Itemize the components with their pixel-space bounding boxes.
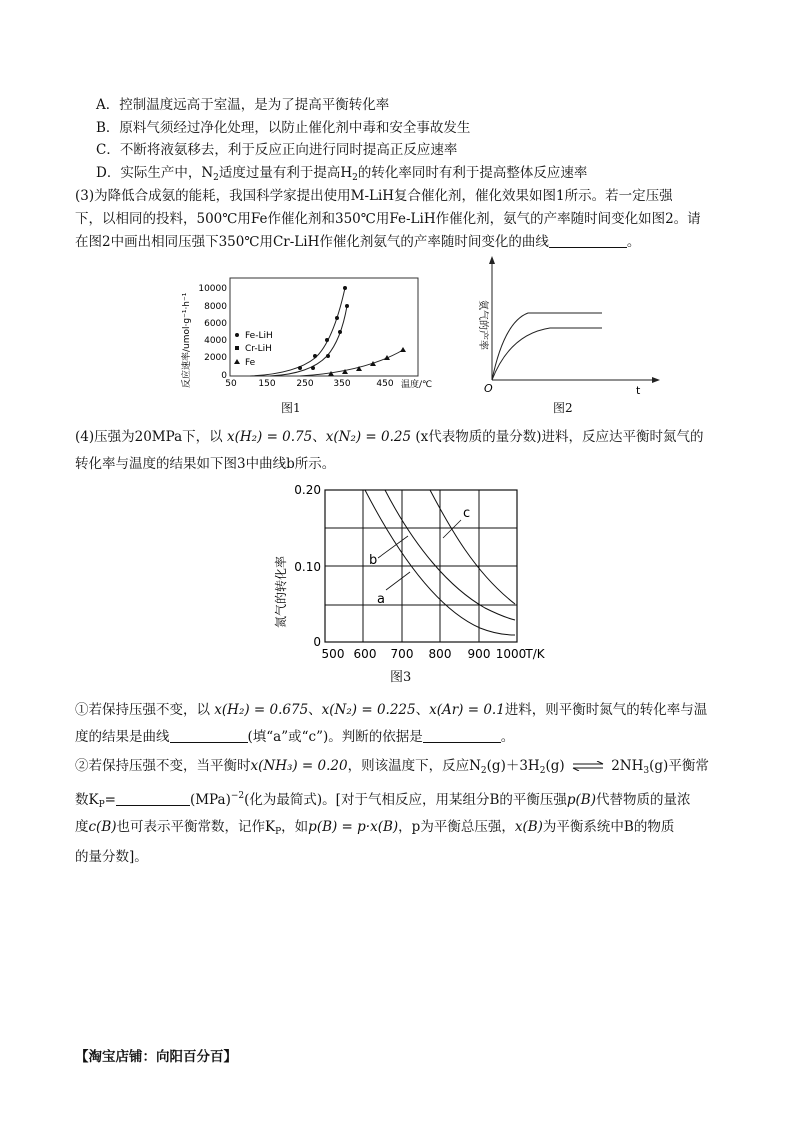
fig1-xtick: 150 <box>258 379 276 389</box>
fig3-curve-c <box>430 490 515 604</box>
fig1-xtick: 350 <box>333 379 351 389</box>
fig3-label-c: c <box>463 506 471 521</box>
q4-1-curve-blank[interactable] <box>170 728 248 743</box>
fig1-xtick: 50 <box>225 379 237 389</box>
legend-fe-lih-marker <box>235 333 239 337</box>
fig1-caption: 图1 <box>281 401 301 415</box>
fig1-point <box>343 286 347 290</box>
fig3-pointer-c <box>443 520 461 538</box>
fig1-ytick: 4000 <box>204 336 227 346</box>
legend-fe: Fe <box>245 358 256 368</box>
fig1-point <box>335 316 339 320</box>
equilibrium-arrow-icon <box>571 758 605 776</box>
q4-line2: 转化率与温度的结果如下图3中曲线b所示。 <box>75 456 336 472</box>
q4-line1: (4)压强为20MPa下，以 x(H₂) = 0.75、x(N₂) = 0.25 (x代表物质的量分数)进料，反应达平衡时氮气的 <box>75 429 704 445</box>
q3-answer-blank[interactable] <box>549 233 627 248</box>
fig1-point <box>325 338 329 342</box>
fig1-frame <box>230 278 418 376</box>
fig1-point <box>326 354 330 358</box>
q4-1-line1: ①若保持压强不变，以 x(H₂) = 0.675、x(N₂) = 0.225、x(Ar) = 0.1进料，则平衡时氮气的转化率与温 <box>75 702 708 718</box>
fig3-label-b: b <box>369 553 378 568</box>
option-b: B．原料气须经过净化处理，以防止催化剂中毒和安全事故发生 <box>96 120 471 136</box>
q4-2-kp-blank[interactable] <box>116 791 190 806</box>
figure-1-chart <box>175 270 435 395</box>
fig1-point <box>311 366 315 370</box>
fig3-label-a: a <box>377 592 385 607</box>
q4-2-line4: 的量分数]。 <box>75 849 148 865</box>
fig1-ylabel: 反应速率/umol·g⁻¹·h⁻¹ <box>182 292 192 388</box>
legend-cr-lih-marker <box>235 346 239 350</box>
fig3-caption: 图3 <box>390 670 412 685</box>
fig1-xtick: 250 <box>296 379 314 389</box>
legend-fe-lih: Fe-LiH <box>245 331 273 341</box>
fig1-curve-cr-lih <box>270 306 347 376</box>
q4-2-line3: 度c(B)也可表示平衡常数，记作$K_P$，如p(B) = p·x(B)，p为平衡总压强，x(B)为平衡系统中B的物质 <box>75 819 675 837</box>
legend-fe-marker <box>234 359 240 364</box>
fig1-xlabel: 温度/℃ <box>401 380 433 390</box>
fig2-curve-fe-lih <box>492 313 602 380</box>
fig3-ytick: 0.10 <box>294 560 321 574</box>
fig3-pointer-a <box>386 572 410 590</box>
fig3-xtick: 1000 <box>495 647 527 661</box>
fig1-point <box>298 366 302 370</box>
fig1-xtick: 450 <box>376 379 394 389</box>
fig1-ytick: 0 <box>221 371 227 381</box>
fig2-xlabel: t <box>636 384 641 397</box>
q4-1-line2: 度的结果是曲线 (填“a”或“c”)。判断的依据是 。 <box>75 729 515 745</box>
figure-3-chart <box>265 478 565 664</box>
fig1-curve-fe <box>300 350 403 376</box>
q3-line2: 下，以相同的投料，500℃用Fe作催化剂和350℃用Fe-LiH作催化剂，氨气的产率随时间变化如图2。请 <box>75 211 701 227</box>
fig3-ylabel: 氮气的转化率 <box>274 555 288 628</box>
legend-cr-lih: Cr-LiH <box>245 344 272 354</box>
fig1-ytick: 10000 <box>198 284 227 294</box>
figure-2-chart <box>462 252 662 397</box>
fig3-xtick: 600 <box>353 647 377 661</box>
footer-shop-tag: 【淘宝店铺：向阳百分百】 <box>75 1049 237 1065</box>
fig1-point <box>313 354 317 358</box>
option-c: C．不断将液氨移去，利于反应正向进行同时提高正反应速率 <box>96 142 458 158</box>
fig1-ytick: 2000 <box>204 353 227 363</box>
q3-line3: 在图2中画出相同压强下350℃用Cr-LiH作催化剂氨气的产率随时间变化的曲线 。 <box>75 234 641 250</box>
fig3-xtick: 500 <box>321 647 345 661</box>
fig3-ytick: 0 <box>313 635 321 649</box>
fig3-xtick: 900 <box>467 647 491 661</box>
fig3-xunit: T/K <box>525 647 545 661</box>
fig3-xtick: 700 <box>390 647 414 661</box>
fig1-point <box>338 330 342 334</box>
fig1-point <box>345 304 349 308</box>
fig2-curve-fe <box>492 328 602 380</box>
fig3-xtick: 800 <box>428 647 452 661</box>
q4-1-reason-blank[interactable] <box>423 728 501 743</box>
option-d: D．实际生产中，$N_2$适度过量有利于提高$H_2$的转化率同时有利于提高整体反应速率 <box>96 165 588 183</box>
fig3-curve-b <box>385 490 515 620</box>
fig1-ytick: 8000 <box>204 302 227 312</box>
fig1-ytick: 6000 <box>204 319 227 329</box>
fig2-origin: O <box>484 382 493 395</box>
fig2-caption: 图2 <box>553 401 573 415</box>
q3-line1: (3)为降低合成氨的能耗，我国科学家提出使用M-LiH复合催化剂，催化效果如图1所示。若一定压强 <box>75 188 673 204</box>
fig2-ylabel: 氨气的产率 <box>477 300 488 350</box>
fig3-ytick: 0.20 <box>294 483 321 497</box>
q4-2-line1: ②若保持压强不变，当平衡时x(NH₃) = 0.20，则该温度下，反应$N_2(g)+3H_2(g)$ $2NH_3(g)$平衡常 <box>75 758 709 776</box>
fig1-triangle <box>400 347 406 352</box>
option-a: A．控制温度远高于室温，是为了提高平衡转化率 <box>96 97 390 113</box>
q4-2-line2: 数$K_P= (MPa)^{-2}$(化为最简式)。[对于气相反应，用某组分B的平衡压强p(B)代替物质的量浓 <box>75 791 691 810</box>
